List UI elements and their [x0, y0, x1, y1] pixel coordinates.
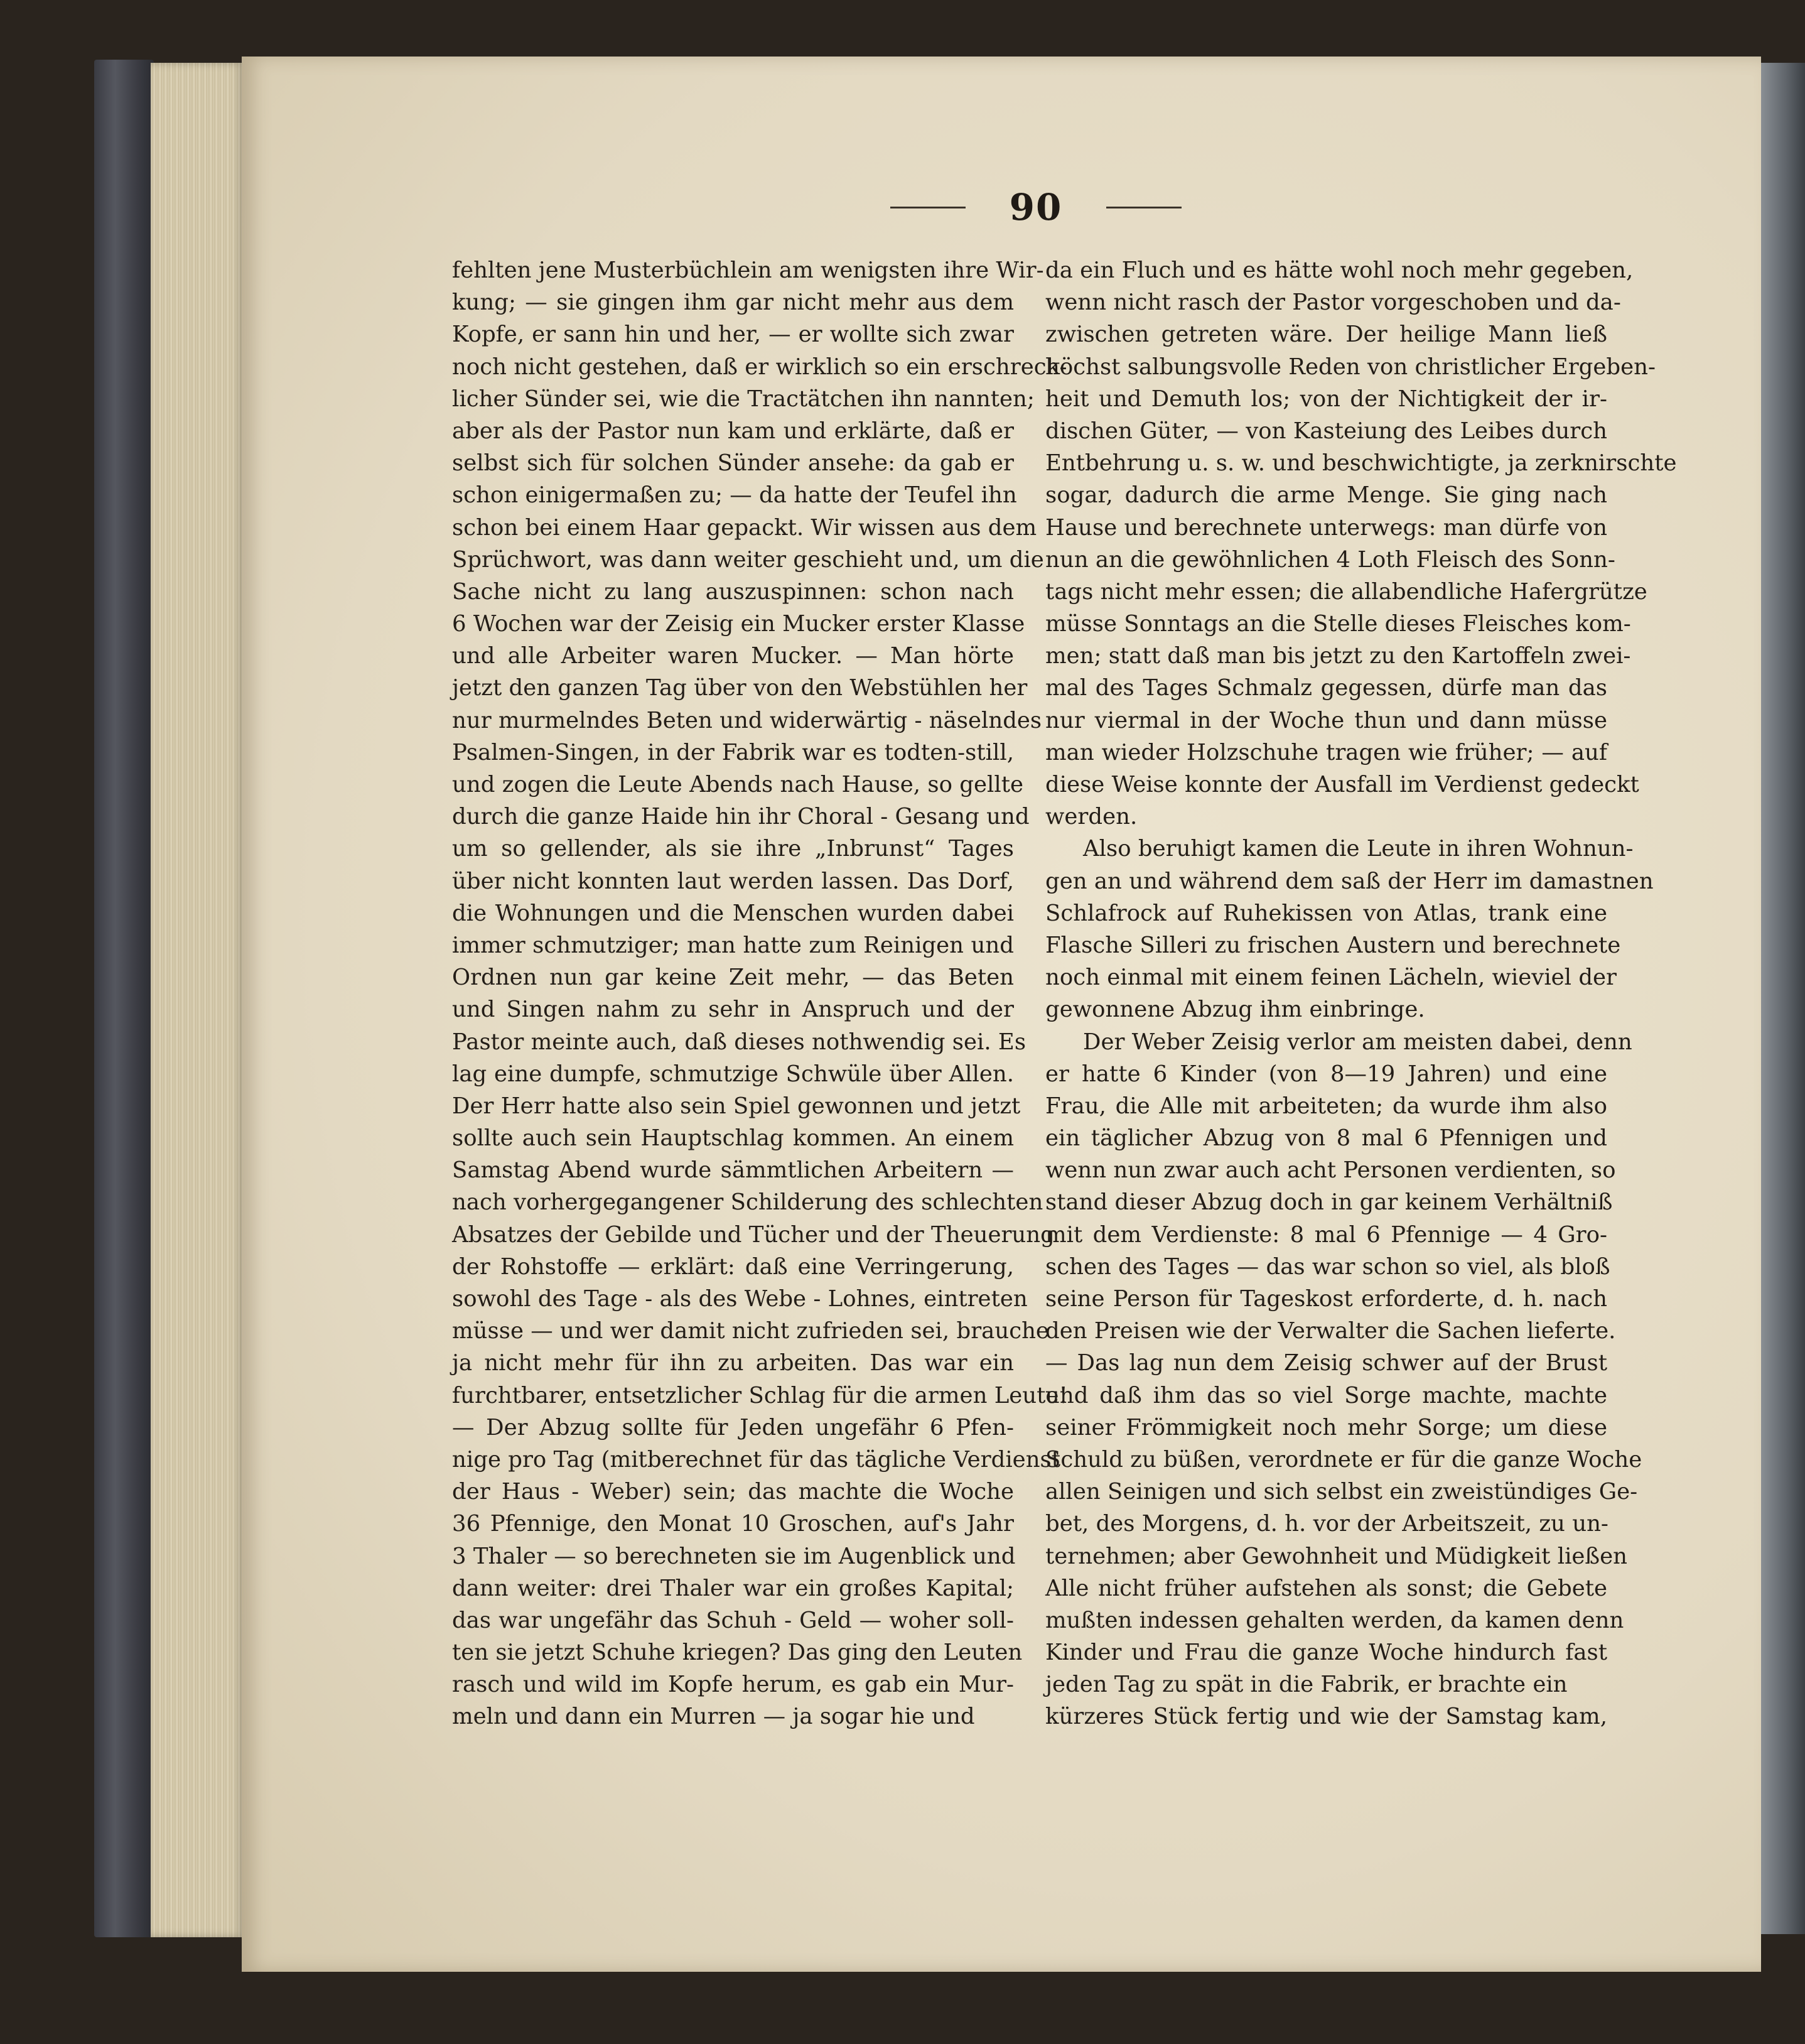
text-line: — Das lag nun dem Zeisig schwer auf der Brust [1045, 1350, 1607, 1376]
text-line: müsse — und wer damit nicht zufrieden sei, brauche [452, 1318, 1049, 1344]
text-line: 3 Thaler — so berechneten sie im Augenblick und [452, 1543, 1016, 1569]
text-line: schen des Tages — das war schon so viel, als bloß [1045, 1253, 1610, 1280]
text-line: furchtbarer, entsetzlicher Schlag für die armen Leute! [452, 1382, 1068, 1409]
text-line: gewonnene Abzug ihm einbringe. [1045, 997, 1425, 1023]
text-line: dischen Güter, — von Kasteiung des Leibes durch [1045, 418, 1607, 444]
text-line: der Haus - Weber) sein; das machte die Woche [452, 1479, 1014, 1505]
text-line: werden. [1045, 804, 1138, 830]
text-line: schon einigermaßen zu; — da hatte der Teufel ihn [452, 482, 1017, 509]
text-line: lag eine dumpfe, schmutzige Schwüle über Allen. [452, 1061, 1014, 1087]
text-line: Kinder und Frau die ganze Woche hindurch fast [1045, 1640, 1607, 1666]
text-line: Also beruhigt kamen die Leute in ihren Wohnun- [1083, 836, 1634, 862]
text-line: ten sie jetzt Schuhe kriegen? Das ging den Leuten [452, 1640, 1023, 1666]
text-line: man wieder Holzschuhe tragen wie früher; — auf [1045, 739, 1607, 765]
text-line: allen Seinigen und sich selbst ein zweistündiges Ge- [1045, 1479, 1638, 1505]
text-line: Hause und berechnete unterwegs: man dürfe von [1045, 514, 1607, 541]
page-number: 90 [1009, 186, 1063, 229]
text-line: mit dem Verdienste: 8 mal 6 Pfennige — 4 Gro- [1045, 1221, 1607, 1248]
text-line: selbst sich für solchen Sünder ansehe: da gab er [452, 450, 1014, 477]
text-line: nur murmelndes Beten und widerwärtig - näselndes [452, 707, 1042, 733]
text-line: licher Sünder sei, wie die Tractätchen ihn nannten; [452, 386, 1035, 412]
text-line: jeden Tag zu spät in die Fabrik, er brachte ein [1045, 1672, 1568, 1698]
text-line: Kopfe, er sann hin und her, — er wollte sich zwar [452, 322, 1014, 348]
text-column-left [452, 254, 1068, 1733]
text-line: Der Weber Zeisig verlor am meisten dabei, denn [1083, 1029, 1632, 1055]
text-line: wenn nun zwar auch acht Personen verdienten, so [1045, 1157, 1616, 1184]
text-line: kung; — sie gingen ihm gar nicht mehr aus dem [452, 289, 1014, 316]
text-line: seine Person für Tageskost erforderte, d. h. nach [1045, 1286, 1607, 1312]
text-line: und Singen nahm zu sehr in Anspruch und der [452, 997, 1014, 1023]
text-line: sowohl des Tage - als des Webe - Lohnes, eintreten [452, 1286, 1028, 1312]
text-line: die Wohnungen und die Menschen wurden dabei [452, 900, 1014, 926]
facing-page-edge [1761, 63, 1805, 1934]
text-line: ein täglicher Abzug von 8 mal 6 Pfennigen und [1045, 1125, 1607, 1152]
text-line: das war ungefähr das Schuh - Geld — woher soll- [452, 1607, 1014, 1633]
header-rule-left [890, 207, 966, 208]
text-line: Frau, die Alle mit arbeiteten; da wurde ihm also [1045, 1093, 1607, 1119]
text-line: noch einmal mit einem feinen Lächeln, wieviel der [1045, 965, 1617, 991]
text-line: Sprüchwort, was dann weiter geschieht und, um die [452, 546, 1044, 573]
text-line: über nicht konnten laut werden lassen. Das Dorf, [452, 868, 1014, 894]
text-line: fehlten jene Musterbüchlein am wenigsten ihre Wir- [452, 257, 1044, 283]
text-line: und zogen die Leute Abends nach Hause, so gellte [452, 772, 1023, 798]
text-line: Schuld zu büßen, verordnete er für die ganze Woche [1045, 1446, 1642, 1473]
text-line: seiner Frömmigkeit noch mehr Sorge; um diese [1045, 1414, 1607, 1441]
text-line: ternehmen; aber Gewohnheit und Müdigkeit ließen [1045, 1543, 1628, 1569]
text-line: stand dieser Abzug doch in gar keinem Verhältniß [1045, 1189, 1613, 1216]
text-line: bet, des Morgens, d. h. vor der Arbeitszeit, zu un- [1045, 1511, 1608, 1537]
text-line: sollte auch sein Hauptschlag kommen. An einem [452, 1125, 1014, 1152]
text-line: Schlafrock auf Ruhekissen von Atlas, trank eine [1045, 900, 1607, 926]
text-line: tags nicht mehr essen; die allabendliche Hafergrütze [1045, 578, 1647, 605]
text-line: Absatzes der Gebilde und Tücher und der Theuerung [452, 1221, 1055, 1248]
text-line: nun an die gewöhnlichen 4 Loth Fleisch des Sonn- [1045, 546, 1615, 573]
text-line: Psalmen-Singen, in der Fabrik war es todten-still, [452, 739, 1014, 765]
text-line: mußten indessen gehalten werden, da kamen denn [1045, 1607, 1624, 1633]
text-line: er hatte 6 Kinder (von 8—19 Jahren) und eine [1045, 1061, 1607, 1087]
text-line: den Preisen wie der Verwalter die Sachen lieferte. [1045, 1318, 1616, 1344]
text-line: sogar, dadurch die arme Menge. Sie ging nach [1045, 482, 1607, 509]
text-line: Ordnen nun gar keine Zeit mehr, — das Beten [452, 965, 1014, 991]
text-line: 6 Wochen war der Zeisig ein Mucker erster Klasse [452, 611, 1025, 637]
page-header [879, 185, 1193, 229]
text-line: um so gellender, als sie ihre „Inbrunst“ Tages [452, 836, 1014, 862]
text-line: Alle nicht früher aufstehen als sonst; die Gebete [1045, 1575, 1607, 1601]
text-line: Flasche Silleri zu frischen Austern und berechnete [1045, 932, 1621, 958]
text-line: nach vorhergegangener Schilderung des schlechten [452, 1189, 1043, 1216]
text-line: und daß ihm das so viel Sorge machte, machte [1045, 1382, 1607, 1409]
text-line: kürzeres Stück fertig und wie der Samstag kam, [1045, 1704, 1607, 1730]
text-column-right [1045, 254, 1677, 1733]
book-cover-edge [94, 60, 154, 1937]
text-line: Entbehrung u. s. w. und beschwichtigte, ja zerknirschte [1045, 450, 1677, 477]
text-line: diese Weise konnte der Ausfall im Verdienst gedeckt [1045, 772, 1639, 798]
text-line: müsse Sonntags an die Stelle dieses Fleisches kom- [1045, 611, 1631, 637]
text-line: aber als der Pastor nun kam und erklärte, daß er [452, 418, 1014, 444]
text-line: jetzt den ganzen Tag über von den Webstühlen her [452, 675, 1028, 701]
text-line: und alle Arbeiter waren Mucker. — Man hörte [452, 643, 1014, 669]
text-line: durch die ganze Haide hin ihr Choral - Gesang und [452, 804, 1030, 830]
header-rule-right [1106, 207, 1182, 208]
text-line: der Rohstoffe — erklärt: daß eine Verringerung, [452, 1253, 1014, 1280]
text-line: Samstag Abend wurde sämmtlichen Arbeitern — [452, 1157, 1014, 1184]
text-line: schon bei einem Haar gepackt. Wir wissen aus dem [452, 514, 1037, 541]
text-line: dann weiter: drei Thaler war ein großes Kapital; [452, 1575, 1014, 1601]
text-line: Pastor meinte auch, daß dieses nothwendig sei. Es [452, 1029, 1026, 1055]
text-line: noch nicht gestehen, daß er wirklich so ein erschreck- [452, 354, 1067, 380]
text-line: rasch und wild im Kopfe herum, es gab ein Mur- [452, 1672, 1014, 1698]
text-line: wenn nicht rasch der Pastor vorgeschoben und da- [1045, 289, 1621, 316]
text-line: gen an und während dem saß der Herr im damastnen [1045, 868, 1654, 894]
text-line: höchst salbungsvolle Reden von christlicher Ergeben- [1045, 354, 1656, 380]
text-line: — Der Abzug sollte für Jeden ungefähr 6 Pfen- [452, 1414, 1014, 1441]
text-line: nige pro Tag (mitberechnet für das tägliche Verdienst [452, 1446, 1061, 1473]
text-line: immer schmutziger; man hatte zum Reinigen und [452, 932, 1014, 958]
text-line: meln und dann ein Murren — ja sogar hie und [452, 1704, 975, 1730]
text-line: zwischen getreten wäre. Der heilige Mann ließ [1045, 322, 1607, 348]
text-line: heit und Demuth los; von der Nichtigkeit der ir- [1045, 386, 1607, 412]
text-line: ja nicht mehr für ihn zu arbeiten. Das war ein [452, 1350, 1014, 1376]
text-line: Der Herr hatte also sein Spiel gewonnen und jetzt [452, 1093, 1021, 1119]
text-line: Sache nicht zu lang auszuspinnen: schon nach [452, 578, 1014, 605]
text-line: men; statt daß man bis jetzt zu den Kartoffeln zwei- [1045, 643, 1631, 669]
text-line: mal des Tages Schmalz gegessen, dürfe man das [1045, 675, 1607, 701]
text-line: nur viermal in der Woche thun und dann müsse [1045, 707, 1607, 733]
text-line: da ein Fluch und es hätte wohl noch mehr gegeben, [1045, 257, 1634, 283]
text-line: 36 Pfennige, den Monat 10 Groschen, auf's Jahr [452, 1511, 1014, 1537]
page-edges [151, 63, 245, 1937]
